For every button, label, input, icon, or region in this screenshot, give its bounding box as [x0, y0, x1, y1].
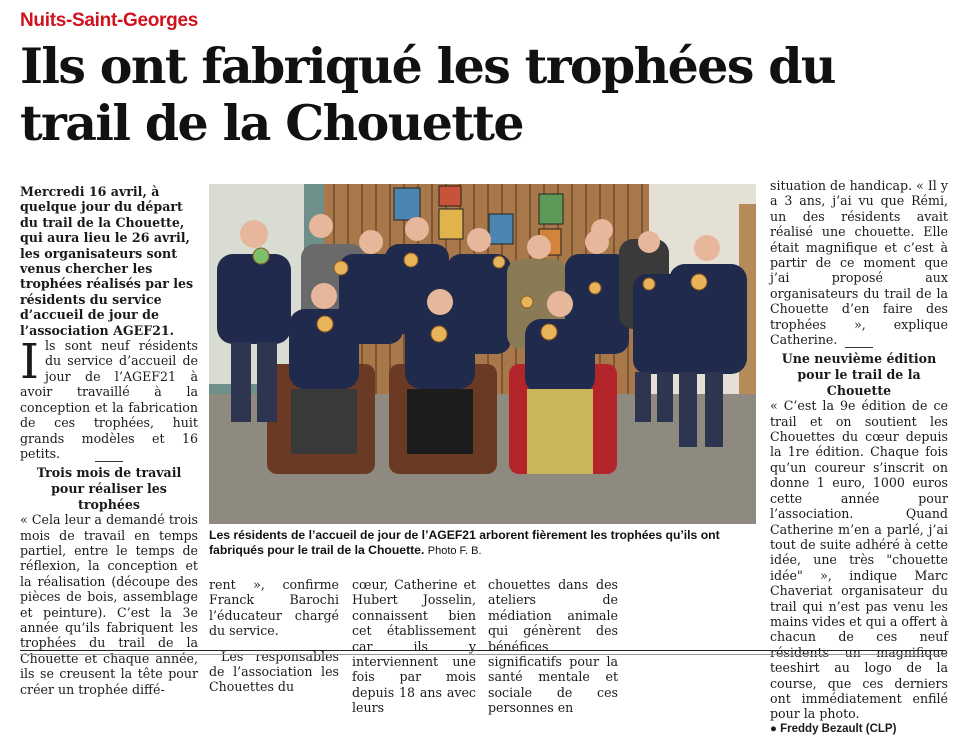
drop-cap: I	[20, 334, 39, 391]
column-3	[352, 577, 476, 716]
byline: ● Freddy Bezault (CLP)	[770, 722, 897, 735]
column-1	[20, 184, 198, 697]
bottom-rule	[20, 650, 946, 651]
subhead-2-text: Une neuvième édition pour le trail de la Chouette	[781, 351, 937, 398]
column-4	[488, 577, 618, 716]
column-3-text: cœur, Catherine et Hubert Josselin, connaissent bien cet établissement car ils y interviennent une fois par mois depuis 18 ans avec leurs	[352, 577, 476, 716]
subhead-rule	[95, 461, 123, 462]
paragraph-1	[20, 334, 198, 461]
group-photo-illustration	[209, 184, 756, 524]
column-2	[209, 577, 339, 695]
column-2-text-1: rent », confirme Franck Barochi l’éducateur chargé du service.	[209, 577, 339, 639]
photo-credit: Photo F. B.	[427, 545, 482, 558]
column-5-text-1: situation de handicap. « Il y a 3 ans, j’ai vu que Rémi, un des résidents avait réalisé une chouette. Elle était magnifique et c’est à partir de ce moment que j’ai proposé aux organisateurs du trail de la Chouette d’en faire des trophées », explique Catherine.	[770, 178, 948, 348]
lead-paragraph: Mercredi 16 avril, à quelque jour du départ du trail de la Chouette, qui aura lieu le 26 avril, les organisateurs sont venus chercher les trophées réalisés par les résidents du service d’accueil de jour de l’association AGEF21.	[20, 184, 194, 338]
column-5-text-2: « C’est la 9e édition de ce trail et on soutient les Chouettes du cœur depuis la 1re édition. Chaque fois qu’un coureur s’inscrit on donne 1 euro, 1000 euros cette année pour l’association. Quand Catherine m’en a parlé, j’ai tout de suite adhéré à cette idée, une très "chouette idée" », indique Marc Chaveriat organisateur du trail qui n’est pas venu les mains vides et qui a offert à chacun de ces neuf résidents un magnifique teeshirt au logo de la course, que ces derniers ont immédiatement enfilé pour la photo.	[770, 398, 948, 722]
column-4-text: chouettes dans des ateliers de médiation animale qui génèrent des bénéfices significatifs pour la santé mentale et sociale de ces personnes en	[488, 577, 618, 716]
section-kicker: Nuits-Saint-Georges	[20, 10, 198, 31]
subhead-1-text: Trois mois de travail pour réaliser les trophées	[36, 465, 182, 512]
caption-text: Les résidents de l’accueil de jour de l’AGEF21 arborent fièrement les trophées qu’ils ont fabriqués pour le trail de la Chouette.	[209, 528, 720, 558]
bottom-rule-secondary	[20, 654, 946, 655]
subhead-rule	[845, 347, 873, 348]
headline: Ils ont fabriqué les trophées du trail de la Chouette	[20, 37, 835, 152]
paragraph-1-text: ls sont neuf résidents du service d’accueil de jour de l’AGEF21 à avoir travaillé à la conception et la fabrication de ces trophées, huit grands modèles et 16 petits.	[20, 338, 198, 461]
paragraph-2: « Cela leur a demandé trois mois de travail en temps partiel, entre le temps de réflexion, la conception et la réalisation (découpe des pièces de bois, assemblage et peinture). C’est la 3e année qu’ils fabriquent les trophées du trail de la Chouette et chaque année, ils se creusent la tête pour créer un trophée diffé-	[20, 512, 198, 697]
subhead-1	[20, 461, 198, 512]
photo-caption	[209, 528, 756, 560]
column-2-text-2: Les responsables de l’association les Chouettes du	[209, 648, 339, 695]
article-photo	[209, 184, 756, 524]
subhead-2	[770, 347, 948, 398]
